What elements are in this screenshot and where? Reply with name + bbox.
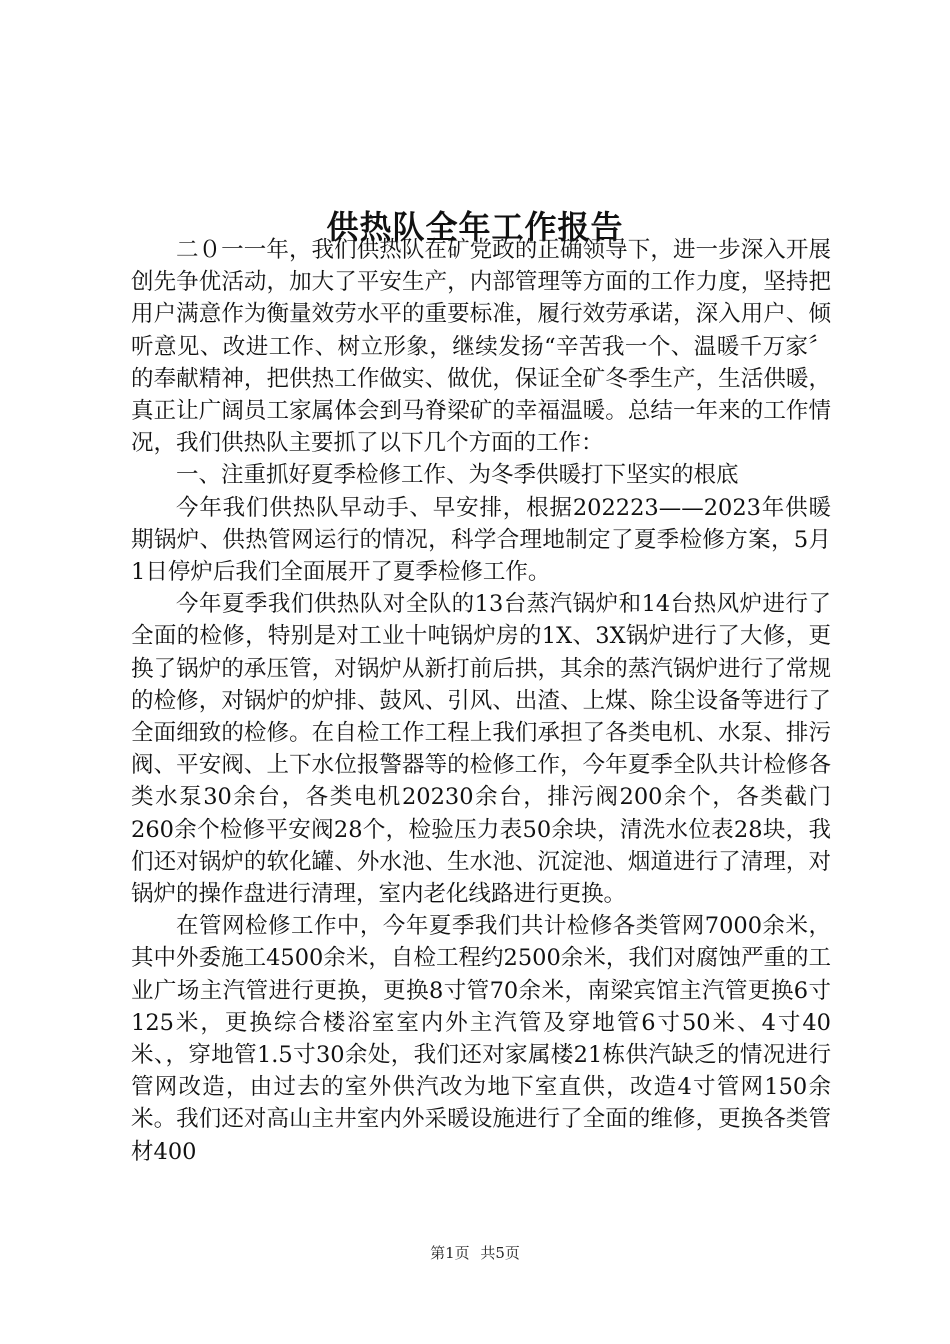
- section-heading-1: 一、注重抓好夏季检修工作、为冬季供暖打下坚实的根底: [176, 462, 739, 489]
- paragraph-plan: 今年我们供热队早动手、早安排，根据202223——2023年供暖期锅炉、供热管网运行的情况，科学合理地制定了夏季检修方案，5月1日停炉后我们全面展开了夏季检修工作。: [131, 494, 831, 586]
- paragraph-boiler-maintenance: 今年夏季我们供热队对全队的13台蒸汽锅炉和14台热风炉进行了全面的检修，特别是对工业十吨锅炉房的1X、3X锅炉进行了大修，更换了锅炉的承压管，对锅炉从新打前后拱，其余的蒸汽锅炉进行了常规的检修，对锅炉的炉排、鼓风、引风、出渣、上煤、除尘设备等进行了全面细致的检修。在自检工作工程上我们承担了各类电机、水泵、排污阀、平安阀、上下水位报警器等的检修工作，今年夏季全队共计检修各类水泵30余台，各类电机20230余台，排污阀200余个，各类截门260余个检修平安阀28个，检验压力表50余块，清洗水位表28块，我们还对锅炉的软化罐、外水池、生水池、沉淀池、烟道进行了清理，对锅炉的操作盘进行清理，室内老化线路进行更换。: [131, 591, 831, 908]
- paragraph-pipe-network: 在管网检修工作中，今年夏季我们共计检修各类管网7000余米，其中外委施工4500余米，自检工程约2500余米，我们对腐蚀严重的工业广场主汽管进行更换，更换8寸管70余米，南梁宾馆主汽管更换6寸125米，更换综合楼浴室室内外主汽管及穿地管6寸50米、4寸40米、，穿地管1.5寸30余处，我们还对家属楼21栋供汽缺乏的情况进行管网改造，由过去的室外供汽改为地下室直供，改造4寸管网150余米。我们还对高山主井室内外采暖设施进行了全面的维修，更换各类管材400: [131, 913, 831, 1165]
- document-body: [131, 234, 831, 1168]
- page-total: 共5页: [480, 1244, 520, 1262]
- document-title: 供热队全年工作报告: [326, 208, 624, 247]
- paragraph-intro: 二０一一年，我们供热队在矿党政的正确领导下，进一步深入开展创先争优活动，加大了平安生产，内部管理等方面的工作力度，坚持把用户满意作为衡量效劳水平的重要标准，履行效劳承诺，深入用户、倾听意见、改进工作、树立形象，继续发扬“辛苦我一个、温暖千万家〞的奉献精神，把供热工作做实、做优，保证全矿冬季生产，生活供暖，真正让广阔员工家属体会到马脊梁矿的幸福温暖。总结一年来的工作情况，我们供热队主要抓了以下几个方面的工作：: [131, 237, 831, 457]
- page-number: 第1页: [430, 1244, 470, 1262]
- page-footer: [0, 1243, 950, 1263]
